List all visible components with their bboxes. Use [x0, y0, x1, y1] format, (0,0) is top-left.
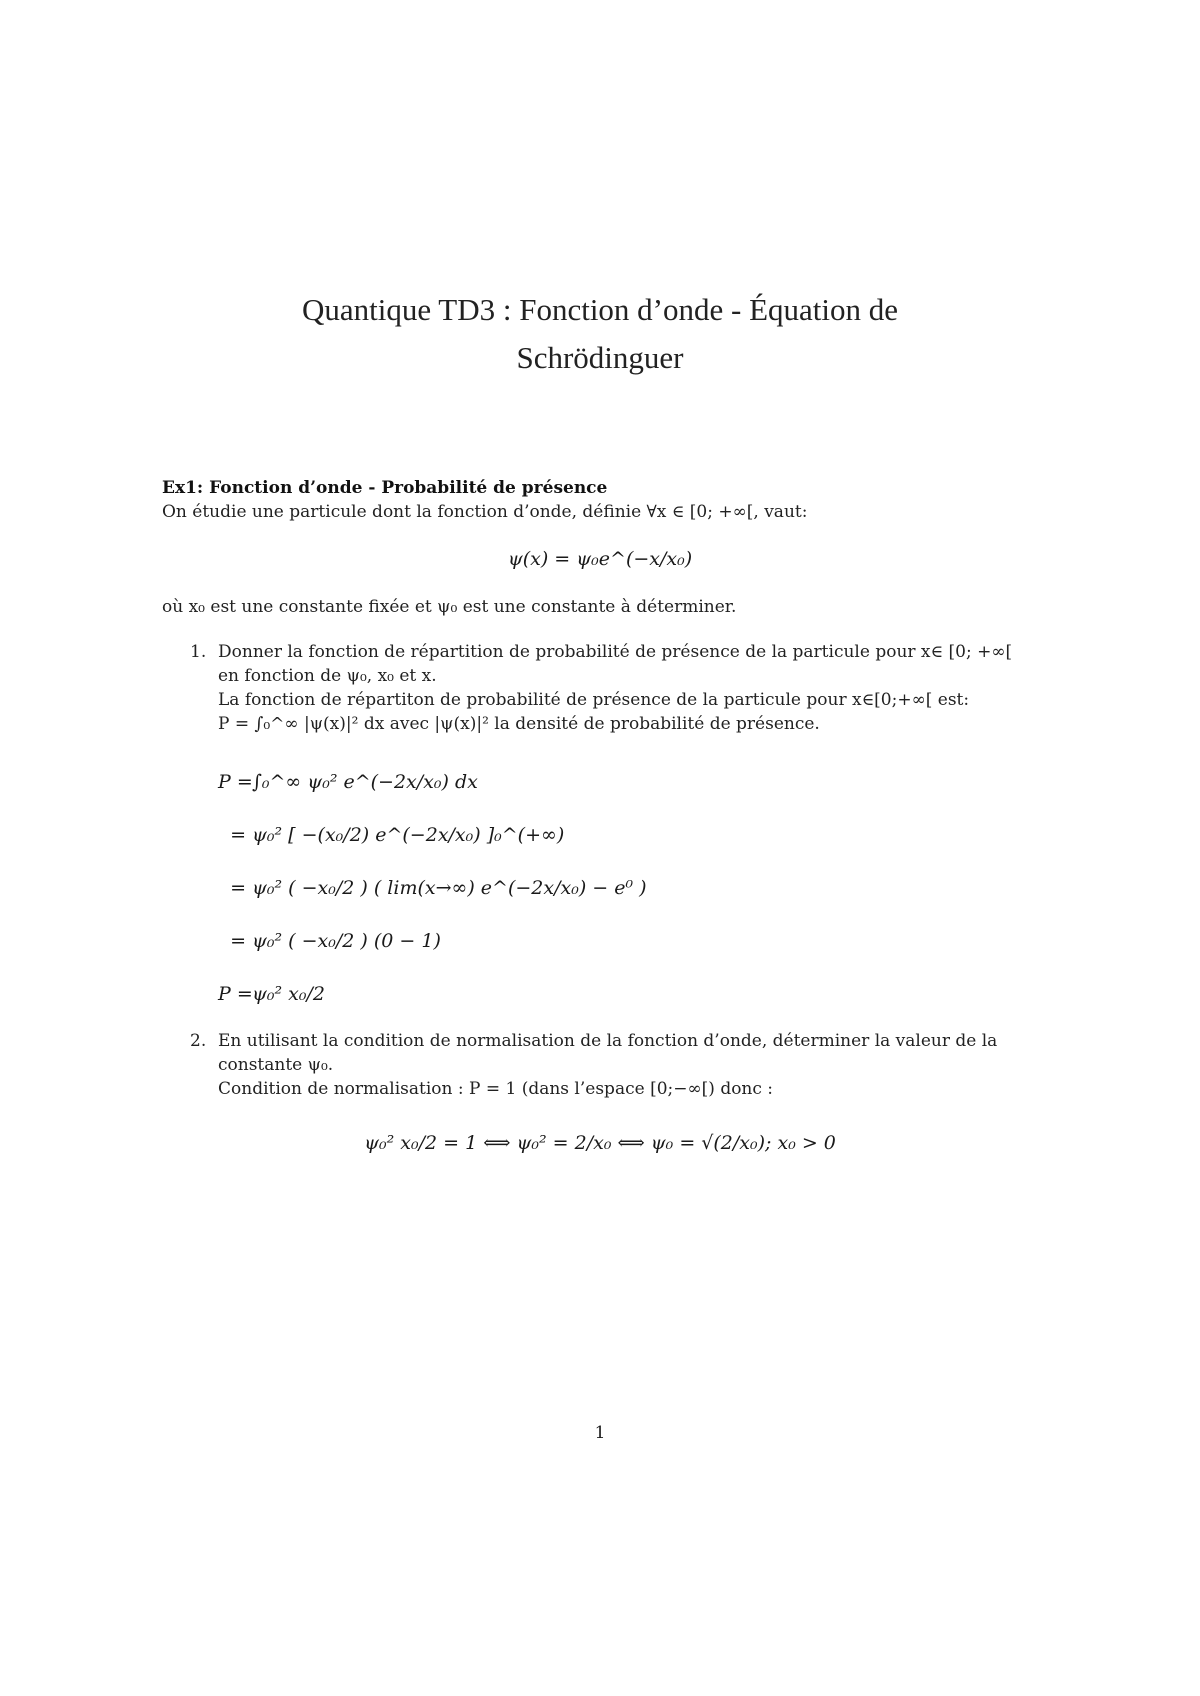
- title-line-1: Quantique TD3 : Fonction d’onde - Équation de: [301, 292, 899, 327]
- question-1-answer-1: La fonction de répartiton de probabilité de présence de la particule pour x∈[0;+∞[ est:: [218, 690, 970, 710]
- derivation-line-1-rhs: ∫₀^∞ ψ₀² e^(−2x/x₀) dx: [252, 770, 478, 793]
- derivation-line-1-lhs: P =: [218, 770, 253, 793]
- question-2-answer-1: Condition de normalisation : P = 1 (dans l’espace [0;−∞[) donc :: [218, 1079, 774, 1099]
- derivation-line-4-lhs: =: [230, 929, 246, 952]
- derivation-line-5: [218, 967, 647, 1020]
- question-2-line-2: constante ψ₀.: [218, 1055, 334, 1075]
- derivation-line-2: [218, 808, 647, 861]
- question-2-number: 2.: [190, 1031, 207, 1051]
- question-1-line-2: en fonction de ψ₀, x₀ et x.: [218, 666, 437, 686]
- exercise-heading: Ex1: Fonction d’onde - Probabilité de présence: [162, 478, 608, 498]
- derivation-line-5-rhs: ψ₀² x₀/2: [252, 982, 325, 1005]
- question-1-number: 1.: [190, 642, 207, 662]
- question-1-line-1: Donner la fonction de répartition de probabilité de présence de la particule pour x∈ [0; +∞[: [218, 642, 1013, 662]
- probability-derivation: [218, 755, 647, 1020]
- derivation-line-3-lhs: =: [230, 876, 246, 899]
- normalisation-equation: ψ₀² x₀/2 = 1 ⟺ ψ₀² = 2/x₀ ⟺ ψ₀ = √(2/x₀); x₀ > 0: [364, 1132, 836, 1154]
- derivation-line-2-lhs: =: [230, 823, 246, 846]
- exercise-note: où x₀ est une constante fixée et ψ₀ est une constante à déterminer.: [162, 597, 737, 617]
- page-number: 1: [594, 1423, 606, 1443]
- derivation-line-1: [218, 755, 647, 808]
- derivation-line-3-rhs: ψ₀² ( −x₀/2 ) ( lim(x→∞) e^(−2x/x₀) − e⁰ ): [252, 876, 647, 899]
- derivation-line-4: [218, 914, 647, 967]
- page-title: [0, 286, 1200, 382]
- derivation-line-5-lhs: P =: [218, 982, 253, 1005]
- wave-function-equation: ψ(x) = ψ₀e^(−x/x₀): [507, 548, 693, 570]
- derivation-line-2-rhs: ψ₀² [ −(x₀/2) e^(−2x/x₀) ]₀^(+∞): [252, 823, 565, 846]
- question-1-answer-2: P = ∫₀^∞ |ψ(x)|² dx avec |ψ(x)|² la densité de probabilité de présence.: [218, 714, 820, 734]
- title-line-2: Schrödinguer: [516, 340, 684, 375]
- derivation-line-4-rhs: ψ₀² ( −x₀/2 ) (0 − 1): [252, 929, 441, 952]
- exercise-intro: On étudie une particule dont la fonction d’onde, définie ∀x ∈ [0; +∞[, vaut:: [162, 502, 808, 522]
- derivation-line-3: [218, 861, 647, 914]
- question-2-line-1: En utilisant la condition de normalisation de la fonction d’onde, déterminer la valeur de la: [218, 1031, 998, 1051]
